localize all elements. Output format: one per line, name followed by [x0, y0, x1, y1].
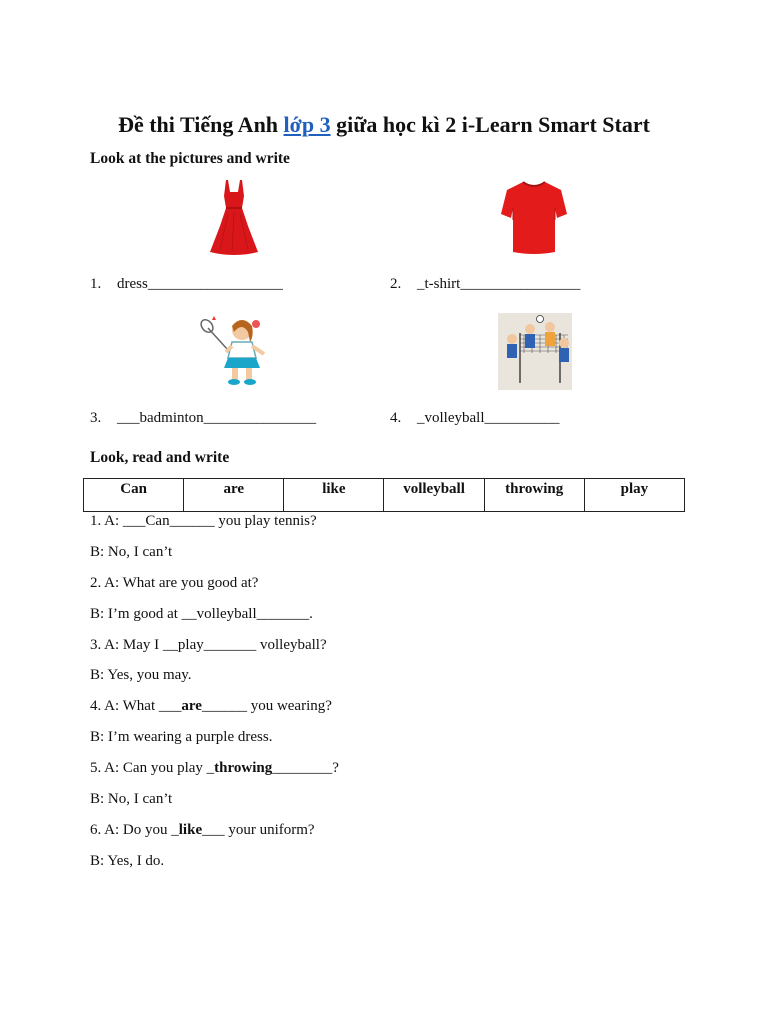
title-grade-link[interactable]: lớp 3	[283, 112, 331, 137]
dialogue-line: B: Yes, you may.	[90, 667, 192, 683]
item-1: 1. dress__________________	[90, 276, 283, 292]
word-bank-table	[83, 478, 685, 512]
dialogue-line: 1. A: ___Can______ you play tennis?	[90, 513, 317, 529]
answer-bold: like	[178, 822, 203, 838]
dialogue-line: 2. A: What are you good at?	[90, 575, 259, 591]
item-2: 2. _t-shirt________________	[390, 276, 581, 292]
title-suffix: giữa học kì 2 i-Learn Smart Start	[330, 112, 650, 137]
dialogue-line: 5. A: Can you play _throwing________?	[90, 760, 339, 776]
item-2-answer[interactable]: _t-shirt________________	[417, 276, 581, 292]
word-bank-cell: like	[284, 479, 384, 512]
red-tshirt-image	[499, 180, 569, 256]
word-bank-cell: are	[184, 479, 284, 512]
word-bank-cell: play	[584, 479, 684, 512]
item-1-answer[interactable]: dress__________________	[117, 276, 283, 292]
item-3: 3. ___badminton_______________	[90, 410, 317, 426]
word-bank-cell: Can	[84, 479, 184, 512]
volleyball-image	[498, 313, 572, 390]
title-prefix: Đề thi Tiếng Anh	[118, 112, 284, 137]
section2-heading: Look, read and write	[90, 449, 230, 466]
dialogue-line: 3. A: May I __play_______ volleyball?	[90, 637, 327, 653]
word-bank-cell: volleyball	[384, 479, 484, 512]
item-4: 4. _volleyball__________	[390, 410, 560, 426]
red-dress-image	[204, 178, 264, 258]
answer-bold: are	[181, 698, 202, 714]
item-4-answer[interactable]: _volleyball__________	[417, 410, 560, 426]
dialogue-line: B: No, I can’t	[90, 791, 173, 807]
page-title	[0, 112, 768, 138]
answer-bold: throwing	[214, 760, 273, 776]
dialogue-line: B: Yes, I do.	[90, 853, 165, 869]
dialogue-line: B: No, I can’t	[90, 544, 173, 560]
section1-heading: Look at the pictures and write	[90, 150, 290, 167]
word-bank-cell: throwing	[484, 479, 584, 512]
dialogue-line: 6. A: Do you _like___ your uniform?	[90, 822, 315, 838]
dialogue-line: B: I’m good at __volleyball_______.	[90, 606, 313, 622]
item-3-answer[interactable]: ___badminton_______________	[117, 410, 317, 426]
dialogue-line: B: I’m wearing a purple dress.	[90, 729, 273, 745]
word-bank-row	[84, 479, 685, 512]
dialogue-line: 4. A: What ___are______ you wearing?	[90, 698, 332, 714]
badminton-girl-image	[198, 312, 270, 390]
